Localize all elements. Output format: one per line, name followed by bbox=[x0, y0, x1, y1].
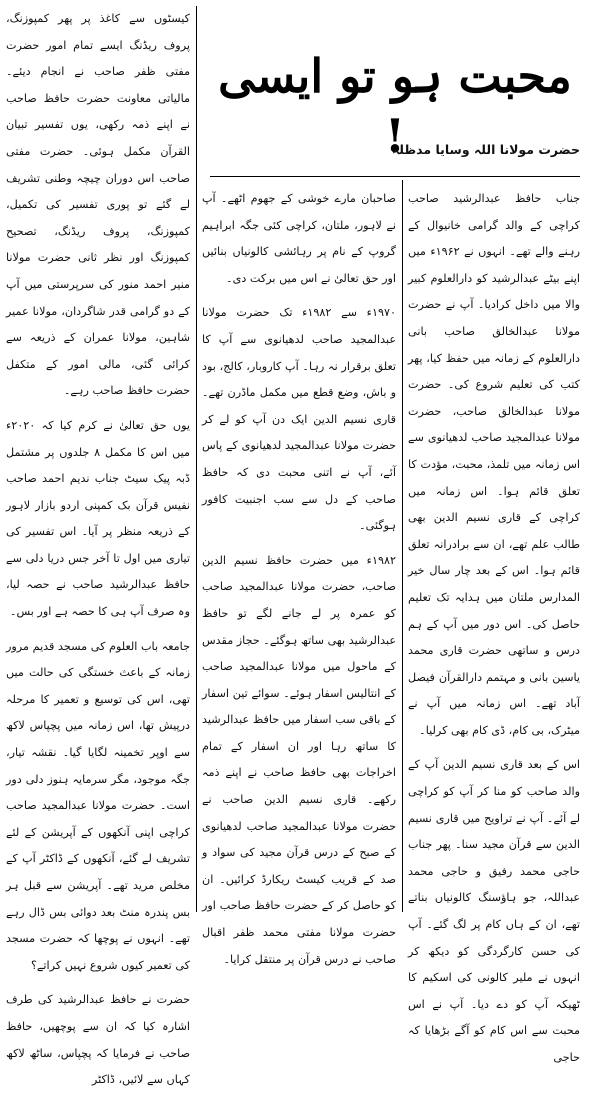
article-title: محبت ہو تو ایسی ! bbox=[218, 49, 572, 163]
column-middle bbox=[202, 186, 396, 966]
paragraph: کیسٹوں سے کاغذ پر پھر کمپوزنگ، پروف ریڈنگ ایسے تمام امور حضرت مفتی ظفر صاحب نے انجام دیئے۔ مالیاتی معاونت حضرت حافظ صاحب نے اپنے ذمہ رکھی، یوں تفسیر تبیان القرآن مکمل ہوئی۔ حضرت مفتی صاحب اس دوران چیچہ وطنی تشریف لے گئے تو پوری تفسیر کی تکمیل، کمپوزنگ، پروف ریڈنگ، تصحیح کمپوزنگ اور نظر ثانی حضرت مولانا منیر احمد منور کی سرپرستی میں آپ کے دو گرامی قدر شاگردان، مولانا عمیر شاہین، مولانا عمران کے ذریعہ سے کرائی گئی، مالی امور کے متکفل حضرت حافظ صاحب رہے۔ bbox=[6, 12, 190, 398]
paragraph: ۱۹۷۰ء سے ۱۹۸۲ء تک حضرت مولانا عبدالمجید صاحب لدھیانوی سے آپ کا تعلق برقرار نہ رہا۔ آپ کاروبار، کالج، بود و باش، وضع قطع میں مکمل ماڈرن تھے۔ قاری نسیم الدین ایک دن آپ کو لے کر حضرت مولانا عبدالمجید لدھیانوی کے پاس آئے، آپ نے اتنی محبت دی کہ حافظ صاحب کے دل سے سب اجنبیت کافور ہوگئی۔ bbox=[202, 306, 396, 533]
paragraph: جناب حافظ عبدالرشید صاحب کراچی کے والد گرامی خانیوال کے رہنے والے تھے۔ انہوں نے ۱۹۶۲ء میں اپنے بیٹے عبدالرشید کو دارالعلوم کبیر والا میں داخل کرادیا۔ آپ نے حضرت مولانا عبدالخالق صاحب بانی دارالعلوم کے زمانہ میں حفظ کیا، پھر کتب کی تعلیم شروع کی۔ حضرت مولانا عبدالخالق صاحب، حضرت مولانا عبدالمجید صاحب لدھیانوی سے اس زمانہ میں تلمذ، محبت، مؤدت کا تعلق قائم ہوا۔ اس زمانہ میں کراچی کے قاری نسیم الدین بھی طالب علم تھے، ان سے برادرانہ تعلق قائم ہوا۔ اس کے بعد چار سال خیر المدارس ملتان میں ہدایہ تک تعلیم حاصل کی۔ اس دور میں آپ کے ہم درس و ساتھی حضرت قاری محمد یاسین بانی و مہتمم دارالقرآن فیصل آباد تھے۔ اس زمانہ میں آپ نے میٹرک، بی کام، ڈی کام بھی کرلیا۔ bbox=[408, 192, 581, 737]
paragraph: جامعہ باب العلوم کی مسجد قدیم مرور زمانہ کے باعث خستگی کی حالت میں تھی، اس کی توسیع و تعمیر کا مرحلہ درپیش تھا، اس زمانہ میں پچپاس لاکھ سے اوپر تخمینہ لگایا گیا۔ نقشہ تیار، جگہ موجود، مگر سرمایہ ہنوز دلی دور است۔ حضرت مولانا عبدالمجید صاحب کراچی اپنی آنکھوں کے آپریشن کے لئے تشریف لے گئے، آنکھوں کے ڈاکٹر آپ کے مخلص مرید تھے۔ آپریشن سے قبل ہر بس پندرہ منٹ بعد دوائی بس ڈال رہے تھے۔ انہوں نے پوچھا کہ حضرت مسجد کی تعمیر کیوں شروع نہیں کراتے؟ bbox=[6, 639, 190, 972]
column-right bbox=[408, 186, 581, 1064]
column-divider-right bbox=[402, 180, 403, 912]
paragraph: حضرت نے حافظ عبدالرشید کی طرف اشارہ کیا کہ ان سے پوچھیں، حافظ صاحب نے فرمایا کہ پچپاس، ساٹھ لاکھ کہاں سے لائیں، ڈاکٹر bbox=[6, 993, 190, 1087]
column-divider-left bbox=[196, 6, 197, 912]
article-byline: حضرت مولانا اللہ وسایا مدظلہ bbox=[391, 142, 580, 157]
title-underline bbox=[210, 176, 580, 177]
paragraph: صاحبان مارے خوشی کے جھوم اٹھے۔ آپ نے لاہور، ملتان، کراچی کئی جگہ ابراہیم گروپ کے نام پر رہائشی کالونیاں بنائیں اور حق تعالیٰ نے اس میں برکت دی۔ bbox=[202, 192, 396, 285]
paragraph: ۱۹۸۲ء میں حضرت حافظ نسیم الدین صاحب، حضرت مولانا عبدالمجید صاحب کو عمرہ پر لے جانے لگے تو حافظ عبدالرشید بھی ساتھ ہوگئے۔ حجاز مقدس کے ماحول میں مولانا عبدالمجید صاحب کے انتالیس اسفار ہوئے۔ سوائے تین اسفار کے باقی سب اسفار میں حافظ عبدالرشید کا ساتھ رہا اور ان اسفار کے تمام اخراجات بھی حافظ صاحب نے اپنے ذمہ رکھے۔ قاری نسیم الدین صاحب نے حضرت مولانا عبدالمجید صاحب لدھیانوی کے صبح کے درس قرآن مجید کی سواد و صد کے قریب کیسٹ ریکارڈ کرائیں۔ ان کو حاصل کر کے حضرت حافظ صاحب اور حضرت مولانا مفتی محمد ظفر اقبال صاحب نے درس قرآن پر منتقل کرایا۔ bbox=[202, 553, 396, 966]
paragraph: اس کے بعد قاری نسیم الدین آپ کے والد صاحب کو منا کر آپ کو کراچی لے آئے۔ آپ نے تراویح میں قاری نسیم الدین سے قرآن مجید سنا۔ پھر جناب حاجی محمد رفیق و حاجی محمد عبداللہ، جو ہاؤسنگ کالونیاں بناتے تھے، ان کے ہاں کام پر لگ گئے۔ آپ کی حسن کارگردگی کو دیکھ کر انہوں نے ملیر کالونی کی اسکیم کا ٹھیکہ آپ کو دے دیا۔ آپ نے اس محبت سے اس کام کو آگے بڑھایا کہ حاجی bbox=[408, 758, 580, 1064]
paragraph: یوں حق تعالیٰ نے کرم کیا کہ ۲۰۲۰ء میں اس کا مکمل ۸ جلدوں پر مشتمل ڈبہ پیک سیٹ جناب ندیم احمد صاحب نفیس قرآن بک کمپنی اردو بازار لاہور کے ذریعہ منظر پر آیا۔ اس تفسیر کی تیاری میں اول تا آخر جس دریا دلی سے حافظ عبدالرشید صاحب نے حصہ لیا، وہ صرف آپ ہی کا حصہ ہے اور بس۔ bbox=[6, 418, 190, 619]
column-left bbox=[6, 6, 190, 1087]
